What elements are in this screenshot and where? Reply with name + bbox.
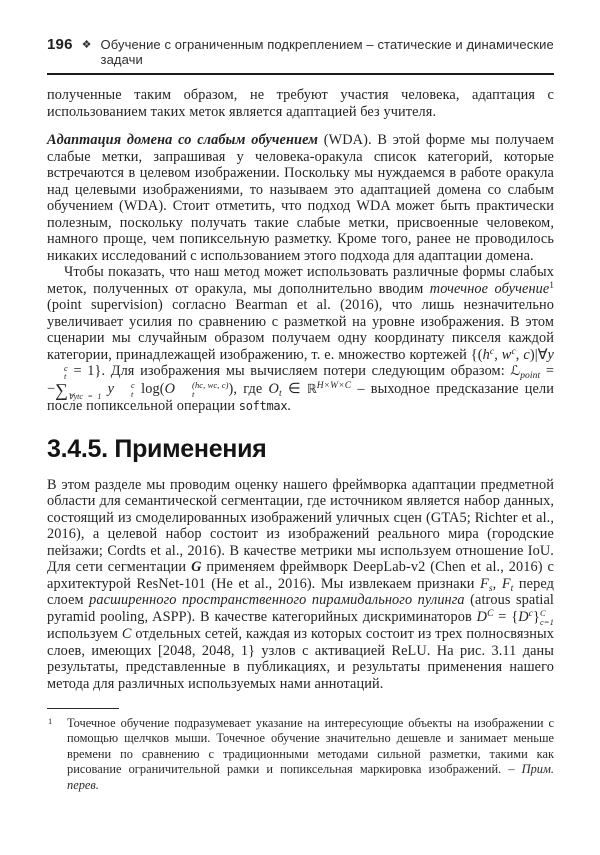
paragraph-point-supervision: Чтобы показать, что наш метод может использовать различные формы слабых меток, полученных от оракула, мы дополнительно вводим точечное обучение$^1$ (point supervision) согласно Bearman et al. (2016), что лишь незначительно увеличивает усилия по сравнению с разметкой на уровне изображения. В этом сценарии мы случайным образом получаем одну координату пикселя каждой категории, принадлежащей изображению, т. е. множество кортежей {($h^c$, $w^c$, c)|∀y c t = 1}. Для изображения мы вычисляем потери следующим образом: ℒ$_{point}$ = $-\sum_{\forall ytc = 1}$ y c t log(O (hc, wc, c) t ), где $O_t$ ∈ ℝ$^{H\times W\times C}$ – выходное предсказание цели после попиксельной операции softmax. <box>47 264 554 414</box>
footnote-marker: 1 <box>48 715 53 726</box>
footnote-text: Точечное обучение подразумевает указание на интересующие объекты на изображении с помощью щелчков мыши. Точечное обучение значительно дешевле и занимает меньше времени по сравнению с традиционными методами сильной разметки, такими как рисование ограничительной рамки и попиксельная маркировка изображений. – Прим. перев. <box>67 715 554 792</box>
section-ornament-icon: ❖ <box>81 39 92 51</box>
running-title: Обучение с ограниченным подкреплением – статические и динамические задачи <box>100 37 554 67</box>
footnote-body <box>47 716 554 793</box>
paragraph-wda: Адаптация домена со слабым обучением (WDA). В этой форме мы получаем слабые метки, запрашивая у человека-оракула список категорий, которые встречаются в целевом изображении. Поскольку мы нуждаемся в работе оракула над целевыми изображениями, то называем это адаптацией домена со слабым обучением (WDA). Стоит отметить, что подход WDA может быть практически полезным, поскольку получать такие слабые метки, присвоенные человеком, намного проще, чем попиксельную разметку. Кроме того, ранее не проводилось никаких исследований с использованием этого подхода для адаптации домена. <box>47 132 554 264</box>
footnote <box>47 708 554 793</box>
page-number: 196 <box>47 36 73 53</box>
paragraph-applications: В этом разделе мы проводим оценку нашего фреймворка адаптации предметной области для семантической сегментации, где источником является набор данных, состоящий из смоделированных изображений уличных сцен (GTA5; Richter et al., 2016), а целевой набор состоит из изображений реального мира (городские пейзажи; Cordts et al., 2016). В качестве метрики мы используем отношение IoU. Для сети сегментации G применяем фреймворк DeepLab-v2 (Chen et al., 2016) с архитектурой ResNet-101 (He et al., 2016). Мы извлекаем признаки $F_s$, $F_t$ перед слоем расширенного пространственного пирамидального пулинга (atrous spatial pyramid pooling, ASPP). В качестве категорийных дискриминаторов $D^C = \{D^c\}$ C c=1 используем C отдельных сетей, каждая из которых состоит из трех полносвязных слоев, имеющих [2048, 2048, 1} узлов с активацией ReLU. На рис. 3.11 даны результаты, представленные в публикациях, и результаты применения нашего метода для различных используемых нами аннотаций. <box>47 476 555 692</box>
body-text <box>47 87 554 692</box>
page-content <box>47 36 554 692</box>
section-heading: 3.4.5. Применения <box>47 434 267 463</box>
paragraph-continuation: полученные таким образом, не требуют участия человека, адаптация с использованием таких меток является адаптацией без учителя. <box>47 87 554 120</box>
footnote-divider <box>47 708 119 709</box>
running-header <box>47 36 554 75</box>
